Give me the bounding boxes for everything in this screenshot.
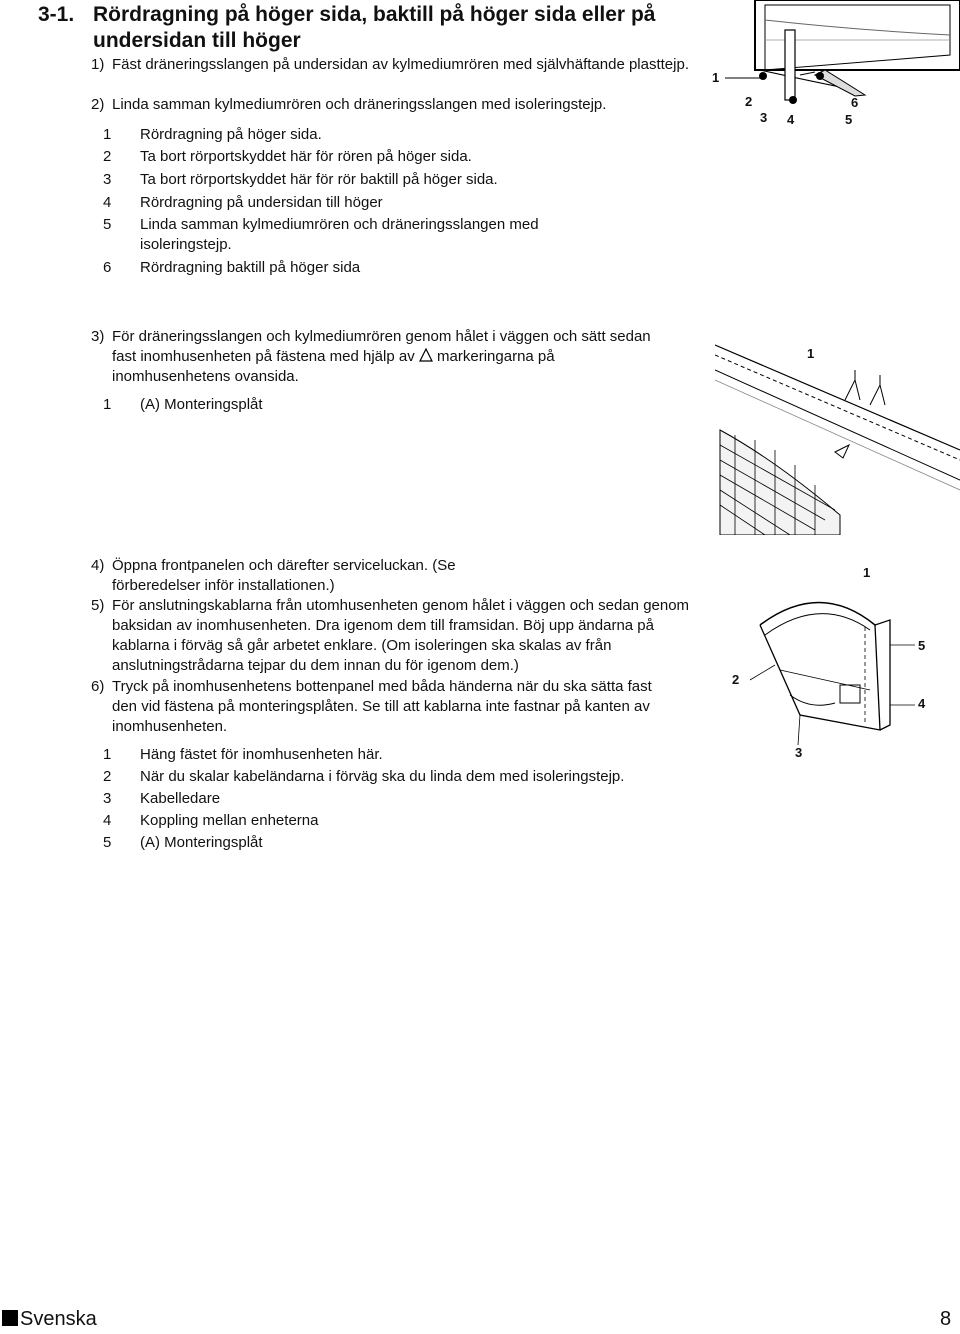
triangle-mark-icon — [419, 348, 433, 362]
figure-label: 6 — [851, 95, 859, 110]
figure-label: 3 — [795, 745, 803, 760]
figure-label: 5 — [845, 112, 853, 127]
figure-label: 1 — [863, 565, 871, 580]
figure-label: 3 — [760, 110, 768, 125]
figure-label: 4 — [918, 696, 926, 711]
figure-label: 2 — [732, 672, 740, 687]
step-1: 1) Fäst dräneringsslangen på undersidan av kylmediumrören med självhäftande plasttejp. — [91, 56, 689, 73]
step-3-text-before: För dräneringsslangen och kylmediumrören genom hålet i väggen och sätt sedan fast inomhusenheten på fästena med hjälp av — [112, 328, 651, 365]
footer-language: Svenska — [20, 1308, 97, 1330]
figure-label: 4 — [787, 112, 795, 127]
step-3-text-after: markeringarna på inomhusenhetens ovansida. — [112, 348, 555, 385]
mounting-plate-diagram — [715, 340, 960, 535]
piping-diagram — [705, 0, 960, 135]
heading-title: Rördragning på höger sida, baktill på höger sida eller på undersidan till höger — [93, 3, 656, 52]
figure-label: 1 — [712, 70, 720, 85]
figure-label: 2 — [745, 94, 753, 109]
footer-square-icon — [2, 1310, 18, 1326]
figure-label: 1 — [807, 346, 815, 361]
indoor-unit-diagram — [740, 585, 920, 750]
page-number: 8 — [940, 1308, 952, 1330]
heading-number: 3-1. — [38, 3, 75, 26]
figure-label: 5 — [918, 638, 926, 653]
